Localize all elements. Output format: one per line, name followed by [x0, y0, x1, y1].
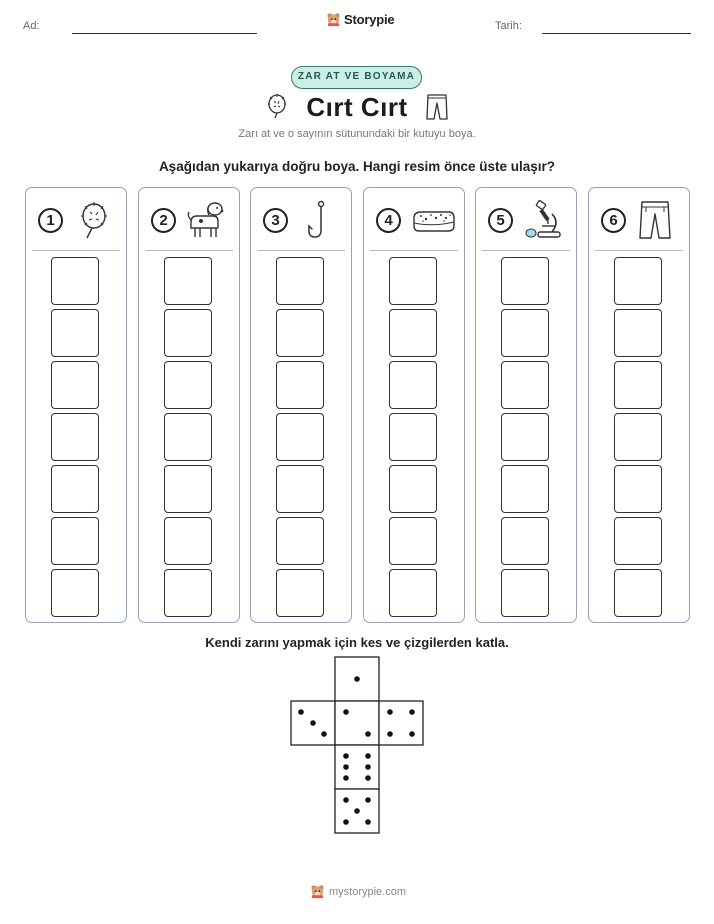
pants-icon — [635, 200, 675, 240]
column-separator — [482, 250, 570, 251]
color-box[interactable] — [164, 361, 212, 409]
bear-logo-icon — [326, 12, 341, 27]
color-box[interactable] — [389, 517, 437, 565]
brand-name: Storypie — [344, 12, 395, 27]
color-box[interactable] — [51, 517, 99, 565]
color-box[interactable] — [614, 309, 662, 357]
color-box[interactable] — [276, 361, 324, 409]
die-face-5 — [335, 789, 379, 833]
color-box[interactable] — [164, 257, 212, 305]
color-box[interactable] — [51, 465, 99, 513]
die-face-2 — [335, 701, 379, 745]
color-box[interactable] — [164, 569, 212, 617]
color-box[interactable] — [276, 257, 324, 305]
color-box[interactable] — [501, 465, 549, 513]
fishing-hook-icon — [297, 200, 337, 240]
column-number: 5 — [488, 208, 513, 233]
die-face-6 — [335, 745, 379, 789]
column-6 — [588, 187, 690, 623]
color-box[interactable] — [614, 361, 662, 409]
color-box[interactable] — [501, 569, 549, 617]
footer — [310, 884, 406, 899]
durian-icon — [72, 200, 112, 240]
column-5 — [475, 187, 577, 623]
column-1 — [25, 187, 127, 623]
color-box[interactable] — [389, 361, 437, 409]
column-number: 2 — [151, 208, 176, 233]
color-box[interactable] — [276, 569, 324, 617]
column-number: 1 — [38, 208, 63, 233]
microscope-icon — [522, 200, 562, 240]
column-3 — [250, 187, 352, 623]
column-number: 3 — [263, 208, 288, 233]
die-face-3 — [291, 701, 335, 745]
color-box[interactable] — [614, 569, 662, 617]
die-face-4 — [379, 701, 423, 745]
color-box[interactable] — [164, 309, 212, 357]
color-box[interactable] — [501, 257, 549, 305]
brand-logo — [326, 12, 394, 27]
color-box[interactable] — [614, 465, 662, 513]
color-box[interactable] — [51, 361, 99, 409]
die-face-1 — [335, 657, 379, 701]
column-number: 4 — [376, 208, 401, 233]
color-box[interactable] — [51, 309, 99, 357]
color-box[interactable] — [501, 361, 549, 409]
color-box[interactable] — [389, 465, 437, 513]
color-box[interactable] — [614, 413, 662, 461]
subtitle: Zarı at ve o sayının sütunundaki bir kutuyu boya. — [238, 128, 476, 140]
sponge-icon — [410, 200, 456, 240]
title-pants-icon — [425, 93, 449, 121]
activity-badge: ZAR AT VE BOYAMA — [291, 66, 422, 89]
color-box[interactable] — [276, 517, 324, 565]
color-box[interactable] — [51, 257, 99, 305]
color-box[interactable] — [389, 309, 437, 357]
date-label: Tarih: — [495, 20, 522, 32]
coloring-instruction: Aşağıdan yukarıya doğru boya. Hangi resim önce üste ulaşır? — [158, 159, 556, 174]
footer-url[interactable]: mystorypie.com — [329, 885, 407, 898]
color-box[interactable] — [51, 413, 99, 461]
dice-instruction: Kendi zarını yapmak için kes ve çizgilerden katla. — [205, 635, 509, 650]
column-separator — [595, 250, 683, 251]
column-separator — [257, 250, 345, 251]
color-box[interactable] — [164, 517, 212, 565]
page-title: Cırt Cırt — [306, 92, 408, 122]
column-separator — [145, 250, 233, 251]
bear-logo-icon — [310, 884, 325, 899]
name-label: Ad: — [23, 20, 40, 32]
color-box[interactable] — [389, 569, 437, 617]
color-box[interactable] — [501, 517, 549, 565]
color-box[interactable] — [164, 465, 212, 513]
color-box[interactable] — [51, 569, 99, 617]
date-line — [542, 33, 691, 34]
die-pips — [298, 676, 415, 825]
column-number: 6 — [601, 208, 626, 233]
column-separator — [32, 250, 120, 251]
color-box[interactable] — [164, 413, 212, 461]
name-line — [72, 33, 257, 34]
color-box[interactable] — [389, 413, 437, 461]
color-box[interactable] — [276, 465, 324, 513]
color-box[interactable] — [501, 413, 549, 461]
color-box[interactable] — [389, 257, 437, 305]
color-box[interactable] — [276, 413, 324, 461]
column-4 — [363, 187, 465, 623]
column-2 — [138, 187, 240, 623]
color-box[interactable] — [614, 257, 662, 305]
color-box[interactable] — [614, 517, 662, 565]
color-box[interactable] — [276, 309, 324, 357]
column-separator — [370, 250, 458, 251]
puppy-icon — [185, 200, 225, 240]
color-box[interactable] — [501, 309, 549, 357]
